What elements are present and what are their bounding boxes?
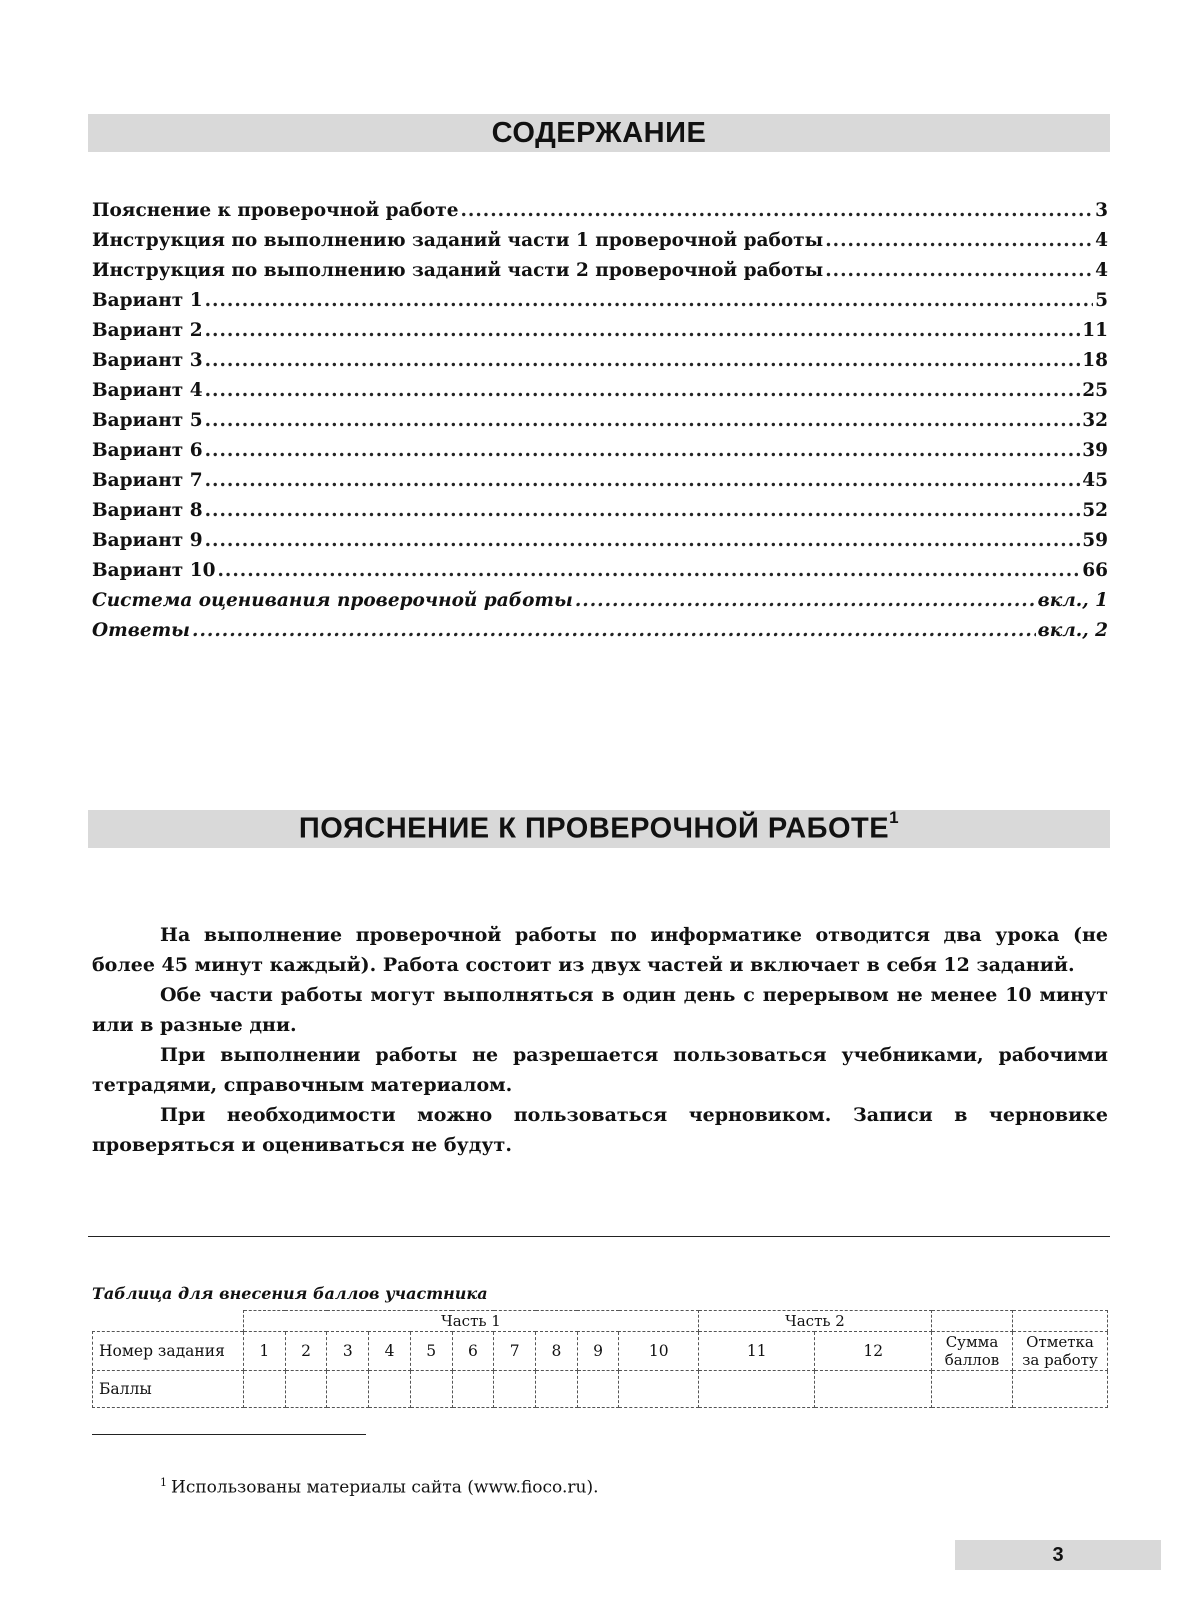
toc-entry-page: 52 <box>1082 500 1108 521</box>
table-row <box>93 1332 1108 1371</box>
empty-cell <box>932 1311 1013 1332</box>
table-row <box>93 1311 1108 1332</box>
toc-leader-dots <box>205 290 1094 311</box>
task-number-label: Номер задания <box>93 1332 244 1371</box>
footnote-text: Использованы материалы сайта (www.fioco.ru). <box>171 1477 599 1498</box>
points-cell[interactable] <box>699 1371 815 1408</box>
toc-entry-label: Вариант 1 <box>92 290 203 311</box>
toc-entry-label: Вариант 7 <box>92 470 203 491</box>
toc-entry[interactable] <box>92 200 1108 230</box>
toc-entry-page: 66 <box>1082 560 1108 581</box>
task-number: 1 <box>244 1332 286 1371</box>
points-cell[interactable] <box>536 1371 578 1408</box>
points-cell[interactable] <box>410 1371 452 1408</box>
task-number: 5 <box>410 1332 452 1371</box>
points-cell[interactable] <box>815 1371 932 1408</box>
toc-leader-dots <box>575 590 1036 611</box>
mark-header: Отметка за работу <box>1013 1332 1108 1371</box>
task-number: 11 <box>699 1332 815 1371</box>
toc-entry-page: вкл., 2 <box>1037 620 1108 641</box>
toc-leader-dots <box>205 500 1081 521</box>
toc-leader-dots <box>460 200 1093 221</box>
sum-cell[interactable] <box>932 1371 1013 1408</box>
section-divider <box>88 1236 1110 1237</box>
toc-entry[interactable] <box>92 320 1108 350</box>
toc-entry-page: 39 <box>1082 440 1108 461</box>
toc-entry[interactable] <box>92 230 1108 260</box>
part1-header: Часть 1 <box>244 1311 699 1332</box>
task-number: 6 <box>452 1332 494 1371</box>
points-cell[interactable] <box>494 1371 536 1408</box>
task-number: 10 <box>619 1332 699 1371</box>
explanation-title: ПОЯСНЕНИЕ К ПРОВЕРОЧНОЙ РАБОТЕ$^1$ <box>298 808 900 845</box>
toc-entry-label: Пояснение к проверочной работе <box>92 200 459 221</box>
score-table <box>92 1310 1108 1408</box>
toc-entry-label: Вариант 3 <box>92 350 203 371</box>
toc-leader-dots <box>192 620 1036 641</box>
explanation-text <box>92 920 1108 1160</box>
toc-entry-label: Инструкция по выполнению заданий части 2 проверочной работы <box>92 260 824 281</box>
empty-cell <box>1013 1311 1108 1332</box>
points-cell[interactable] <box>619 1371 699 1408</box>
toc-entry-label: Система оценивания проверочной работы <box>92 590 573 611</box>
points-cell[interactable] <box>369 1371 411 1408</box>
toc-entry[interactable] <box>92 590 1108 620</box>
toc-entry-label: Вариант 10 <box>92 560 216 581</box>
toc-entry-label: Ответы <box>92 620 191 641</box>
task-number: 4 <box>369 1332 411 1371</box>
explanation-paragraph: На выполнение проверочной работы по информатике отводится два урока (не более 45 минут каждый). Работа состоит из двух частей и включает в себя 12 заданий. <box>92 924 1108 976</box>
toc-title: СОДЕРЖАНИЕ <box>491 116 707 149</box>
toc-entry-page: 3 <box>1095 200 1108 221</box>
footnote-ref: 1 <box>889 808 900 828</box>
table-row <box>93 1371 1108 1408</box>
toc-entry[interactable] <box>92 380 1108 410</box>
empty-cell <box>93 1311 244 1332</box>
task-number: 8 <box>536 1332 578 1371</box>
toc-entry-page: 5 <box>1095 290 1108 311</box>
toc-entry-label: Вариант 6 <box>92 440 203 461</box>
explanation-paragraph: Обе части работы могут выполняться в один день с перерывом не менее 10 минут или в разные дни. <box>92 984 1108 1036</box>
toc-entry[interactable] <box>92 290 1108 320</box>
toc-entry-page: 59 <box>1082 530 1108 551</box>
toc-leader-dots <box>205 440 1081 461</box>
score-table-caption: Таблица для внесения баллов участника <box>92 1284 488 1303</box>
toc-entry[interactable] <box>92 350 1108 380</box>
toc-entry[interactable] <box>92 440 1108 470</box>
toc-entry[interactable] <box>92 620 1108 650</box>
toc-entry-label: Вариант 2 <box>92 320 203 341</box>
toc-entry-page: 18 <box>1082 350 1108 371</box>
toc-entry-page: 45 <box>1082 470 1108 491</box>
footnote-marker: 1 <box>160 1476 167 1489</box>
points-cell[interactable] <box>327 1371 369 1408</box>
toc-entry-page: 4 <box>1095 230 1108 251</box>
sum-header: Сумма баллов <box>932 1332 1013 1371</box>
toc-entry[interactable] <box>92 470 1108 500</box>
toc-entry-label: Вариант 8 <box>92 500 203 521</box>
task-number: 2 <box>285 1332 327 1371</box>
toc-entry[interactable] <box>92 500 1108 530</box>
task-number: 3 <box>327 1332 369 1371</box>
toc-entry-label: Вариант 9 <box>92 530 203 551</box>
toc-leader-dots <box>825 230 1093 251</box>
part2-header: Часть 2 <box>699 1311 932 1332</box>
toc-entry-label: Вариант 5 <box>92 410 203 431</box>
toc-entry[interactable] <box>92 410 1108 440</box>
table-of-contents <box>92 200 1108 650</box>
footnote <box>160 1476 599 1498</box>
toc-entry-page: 32 <box>1082 410 1108 431</box>
points-cell[interactable] <box>285 1371 327 1408</box>
explanation-paragraph: При необходимости можно пользоваться черновиком. Записи в черновике проверяться и оцениваться не будут. <box>92 1104 1108 1156</box>
task-number: 9 <box>577 1332 619 1371</box>
toc-leader-dots <box>205 380 1081 401</box>
toc-entry-page: 11 <box>1082 320 1108 341</box>
toc-leader-dots <box>205 410 1081 431</box>
mark-cell[interactable] <box>1013 1371 1108 1408</box>
toc-leader-dots <box>205 530 1081 551</box>
toc-header-band <box>88 114 1110 152</box>
points-label: Баллы <box>93 1371 244 1408</box>
toc-leader-dots <box>217 560 1080 581</box>
points-cell[interactable] <box>452 1371 494 1408</box>
toc-leader-dots <box>825 260 1093 281</box>
points-cell[interactable] <box>577 1371 619 1408</box>
footnote-divider <box>92 1434 366 1435</box>
task-number: 12 <box>815 1332 932 1371</box>
points-cell[interactable] <box>244 1371 286 1408</box>
toc-entry[interactable] <box>92 560 1108 590</box>
toc-entry-label: Инструкция по выполнению заданий части 1 проверочной работы <box>92 230 824 251</box>
explanation-paragraph: При выполнении работы не разрешается пользоваться учебниками, рабочими тетрадями, справочным материалом. <box>92 1044 1108 1096</box>
toc-entry-page: 4 <box>1095 260 1108 281</box>
toc-entry-page: вкл., 1 <box>1037 590 1108 611</box>
explanation-header-band <box>88 810 1110 848</box>
toc-entry-label: Вариант 4 <box>92 380 203 401</box>
toc-leader-dots <box>205 320 1081 341</box>
task-number: 7 <box>494 1332 536 1371</box>
toc-leader-dots <box>205 470 1081 491</box>
toc-entry[interactable] <box>92 260 1108 290</box>
toc-entry[interactable] <box>92 530 1108 560</box>
page-number: 3 <box>955 1540 1161 1570</box>
toc-entry-page: 25 <box>1082 380 1108 401</box>
toc-leader-dots <box>205 350 1081 371</box>
